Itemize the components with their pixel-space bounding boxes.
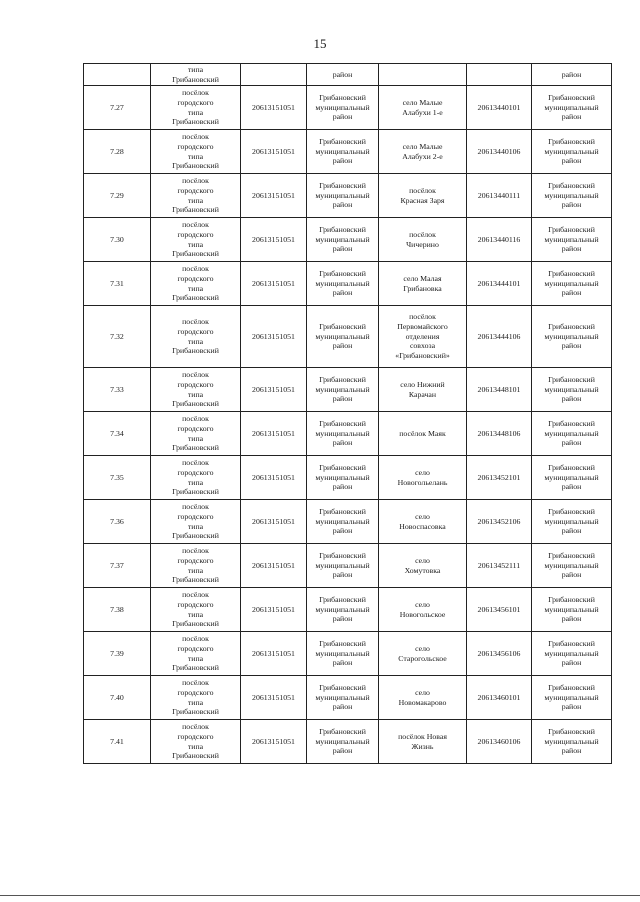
cell-district: Грибановский муниципальный район [307, 632, 379, 676]
cell-number: 7.36 [84, 500, 151, 544]
cell-district: Грибановский муниципальный район [307, 588, 379, 632]
cell-settlement: посёлок городского типа Грибановский [151, 500, 241, 544]
cell-district: Грибановский муниципальный район [307, 720, 379, 764]
cell-district: Грибановский муниципальный район [307, 262, 379, 306]
cell-settlement: посёлок городского типа Грибановский [151, 456, 241, 500]
cell-district: район [307, 64, 379, 86]
cell-number: 7.30 [84, 218, 151, 262]
cell-locality-code: 20613452106 [467, 500, 532, 544]
table-row [84, 676, 612, 720]
cell-locality-district: Грибановский муниципальный район [532, 218, 612, 262]
cell-oktmo-code: 20613151051 [241, 500, 307, 544]
cell-locality-district: Грибановский муниципальный район [532, 262, 612, 306]
cell-locality-district: Грибановский муниципальный район [532, 174, 612, 218]
cell-locality-district: Грибановский муниципальный район [532, 368, 612, 412]
cell-oktmo-code: 20613151051 [241, 456, 307, 500]
cell-locality: село Малые Алабухи 2-е [379, 130, 467, 174]
cell-district: Грибановский муниципальный район [307, 86, 379, 130]
cell-number: 7.39 [84, 632, 151, 676]
cell-oktmo-code: 20613151051 [241, 368, 307, 412]
cell-oktmo-code: 20613151051 [241, 306, 307, 368]
cell-number: 7.37 [84, 544, 151, 588]
cell-locality [379, 64, 467, 86]
cell-locality-code: 20613460106 [467, 720, 532, 764]
cell-locality-code: 20613444101 [467, 262, 532, 306]
cell-locality-district: Грибановский муниципальный район [532, 86, 612, 130]
cell-locality: село Новогольелань [379, 456, 467, 500]
cell-oktmo-code: 20613151051 [241, 720, 307, 764]
cell-locality: село Новомакарово [379, 676, 467, 720]
cell-settlement: типа Грибановский [151, 64, 241, 86]
table-row-continuation [84, 64, 612, 86]
cell-settlement: посёлок городского типа Грибановский [151, 544, 241, 588]
cell-locality-district: Грибановский муниципальный район [532, 500, 612, 544]
cell-locality-code: 20613460101 [467, 676, 532, 720]
table-row [84, 412, 612, 456]
cell-locality-code [467, 64, 532, 86]
cell-settlement: посёлок городского типа Грибановский [151, 676, 241, 720]
page-number: 15 [313, 36, 327, 51]
cell-settlement: посёлок городского типа Грибановский [151, 720, 241, 764]
cell-number: 7.31 [84, 262, 151, 306]
cell-oktmo-code: 20613151051 [241, 544, 307, 588]
settlements-table [83, 63, 612, 764]
cell-settlement: посёлок городского типа Грибановский [151, 368, 241, 412]
cell-locality: посёлок Новая Жизнь [379, 720, 467, 764]
cell-locality-code: 20613456106 [467, 632, 532, 676]
cell-locality: село Малая Грибановка [379, 262, 467, 306]
cell-number: 7.32 [84, 306, 151, 368]
cell-settlement: посёлок городского типа Грибановский [151, 174, 241, 218]
cell-number: 7.35 [84, 456, 151, 500]
cell-oktmo-code: 20613151051 [241, 130, 307, 174]
cell-locality: село Нижний Карачан [379, 368, 467, 412]
cell-locality-district: Грибановский муниципальный район [532, 456, 612, 500]
table-row [84, 544, 612, 588]
cell-locality-code: 20613440106 [467, 130, 532, 174]
cell-number: 7.27 [84, 86, 151, 130]
cell-locality: посёлок Чичерино [379, 218, 467, 262]
cell-district: Грибановский муниципальный район [307, 130, 379, 174]
cell-district: Грибановский муниципальный район [307, 412, 379, 456]
cell-district: Грибановский муниципальный район [307, 544, 379, 588]
table-row [84, 588, 612, 632]
cell-oktmo-code: 20613151051 [241, 676, 307, 720]
cell-district: Грибановский муниципальный район [307, 456, 379, 500]
table-row [84, 500, 612, 544]
table-row [84, 368, 612, 412]
cell-settlement: посёлок городского типа Грибановский [151, 632, 241, 676]
cell-settlement: посёлок городского типа Грибановский [151, 306, 241, 368]
cell-locality: село Новоспасовка [379, 500, 467, 544]
cell-number: 7.41 [84, 720, 151, 764]
cell-number: 7.40 [84, 676, 151, 720]
cell-oktmo-code: 20613151051 [241, 412, 307, 456]
cell-oktmo-code: 20613151051 [241, 218, 307, 262]
cell-locality: село Старогольское [379, 632, 467, 676]
cell-locality: посёлок Маяк [379, 412, 467, 456]
cell-locality-code: 20613456101 [467, 588, 532, 632]
table-row [84, 456, 612, 500]
cell-number: 7.33 [84, 368, 151, 412]
page-bottom-rule [0, 895, 640, 896]
cell-oktmo-code: 20613151051 [241, 262, 307, 306]
cell-number: 7.29 [84, 174, 151, 218]
cell-settlement: посёлок городского типа Грибановский [151, 262, 241, 306]
cell-locality: посёлок Первомайского отделения совхоза «Грибановский» [379, 306, 467, 368]
cell-locality: село Малые Алабухи 1-е [379, 86, 467, 130]
cell-settlement: посёлок городского типа Грибановский [151, 588, 241, 632]
cell-settlement: посёлок городского типа Грибановский [151, 86, 241, 130]
cell-locality-code: 20613444106 [467, 306, 532, 368]
cell-locality: село Новогольское [379, 588, 467, 632]
cell-locality-code: 20613440101 [467, 86, 532, 130]
table-row [84, 86, 612, 130]
cell-locality-code: 20613448106 [467, 412, 532, 456]
table-row [84, 262, 612, 306]
cell-district: Грибановский муниципальный район [307, 676, 379, 720]
cell-oktmo-code: 20613151051 [241, 174, 307, 218]
cell-district: Грибановский муниципальный район [307, 368, 379, 412]
table-row [84, 720, 612, 764]
cell-district: Грибановский муниципальный район [307, 174, 379, 218]
table-row [84, 306, 612, 368]
cell-district: Грибановский муниципальный район [307, 500, 379, 544]
cell-locality-district: Грибановский муниципальный район [532, 412, 612, 456]
cell-number: 7.28 [84, 130, 151, 174]
cell-locality-code: 20613440111 [467, 174, 532, 218]
table-row [84, 130, 612, 174]
cell-locality-district: Грибановский муниципальный район [532, 632, 612, 676]
cell-settlement: посёлок городского типа Грибановский [151, 130, 241, 174]
cell-locality-district: Грибановский муниципальный район [532, 130, 612, 174]
cell-settlement: посёлок городского типа Грибановский [151, 218, 241, 262]
cell-district: Грибановский муниципальный район [307, 306, 379, 368]
cell-oktmo-code: 20613151051 [241, 86, 307, 130]
cell-district: Грибановский муниципальный район [307, 218, 379, 262]
table-row [84, 174, 612, 218]
cell-oktmo-code [241, 64, 307, 86]
table-row [84, 218, 612, 262]
cell-locality-code: 20613440116 [467, 218, 532, 262]
cell-locality-code: 20613452101 [467, 456, 532, 500]
cell-locality-district: Грибановский муниципальный район [532, 720, 612, 764]
cell-locality-district: район [532, 64, 612, 86]
cell-number: 7.38 [84, 588, 151, 632]
cell-number [84, 64, 151, 86]
cell-locality-district: Грибановский муниципальный район [532, 306, 612, 368]
cell-locality: село Хомутовка [379, 544, 467, 588]
table-row [84, 632, 612, 676]
cell-settlement: посёлок городского типа Грибановский [151, 412, 241, 456]
cell-locality: посёлок Красная Заря [379, 174, 467, 218]
cell-locality-code: 20613452111 [467, 544, 532, 588]
cell-oktmo-code: 20613151051 [241, 632, 307, 676]
cell-locality-district: Грибановский муниципальный район [532, 676, 612, 720]
cell-locality-district: Грибановский муниципальный район [532, 588, 612, 632]
cell-oktmo-code: 20613151051 [241, 588, 307, 632]
cell-number: 7.34 [84, 412, 151, 456]
cell-locality-code: 20613448101 [467, 368, 532, 412]
cell-locality-district: Грибановский муниципальный район [532, 544, 612, 588]
